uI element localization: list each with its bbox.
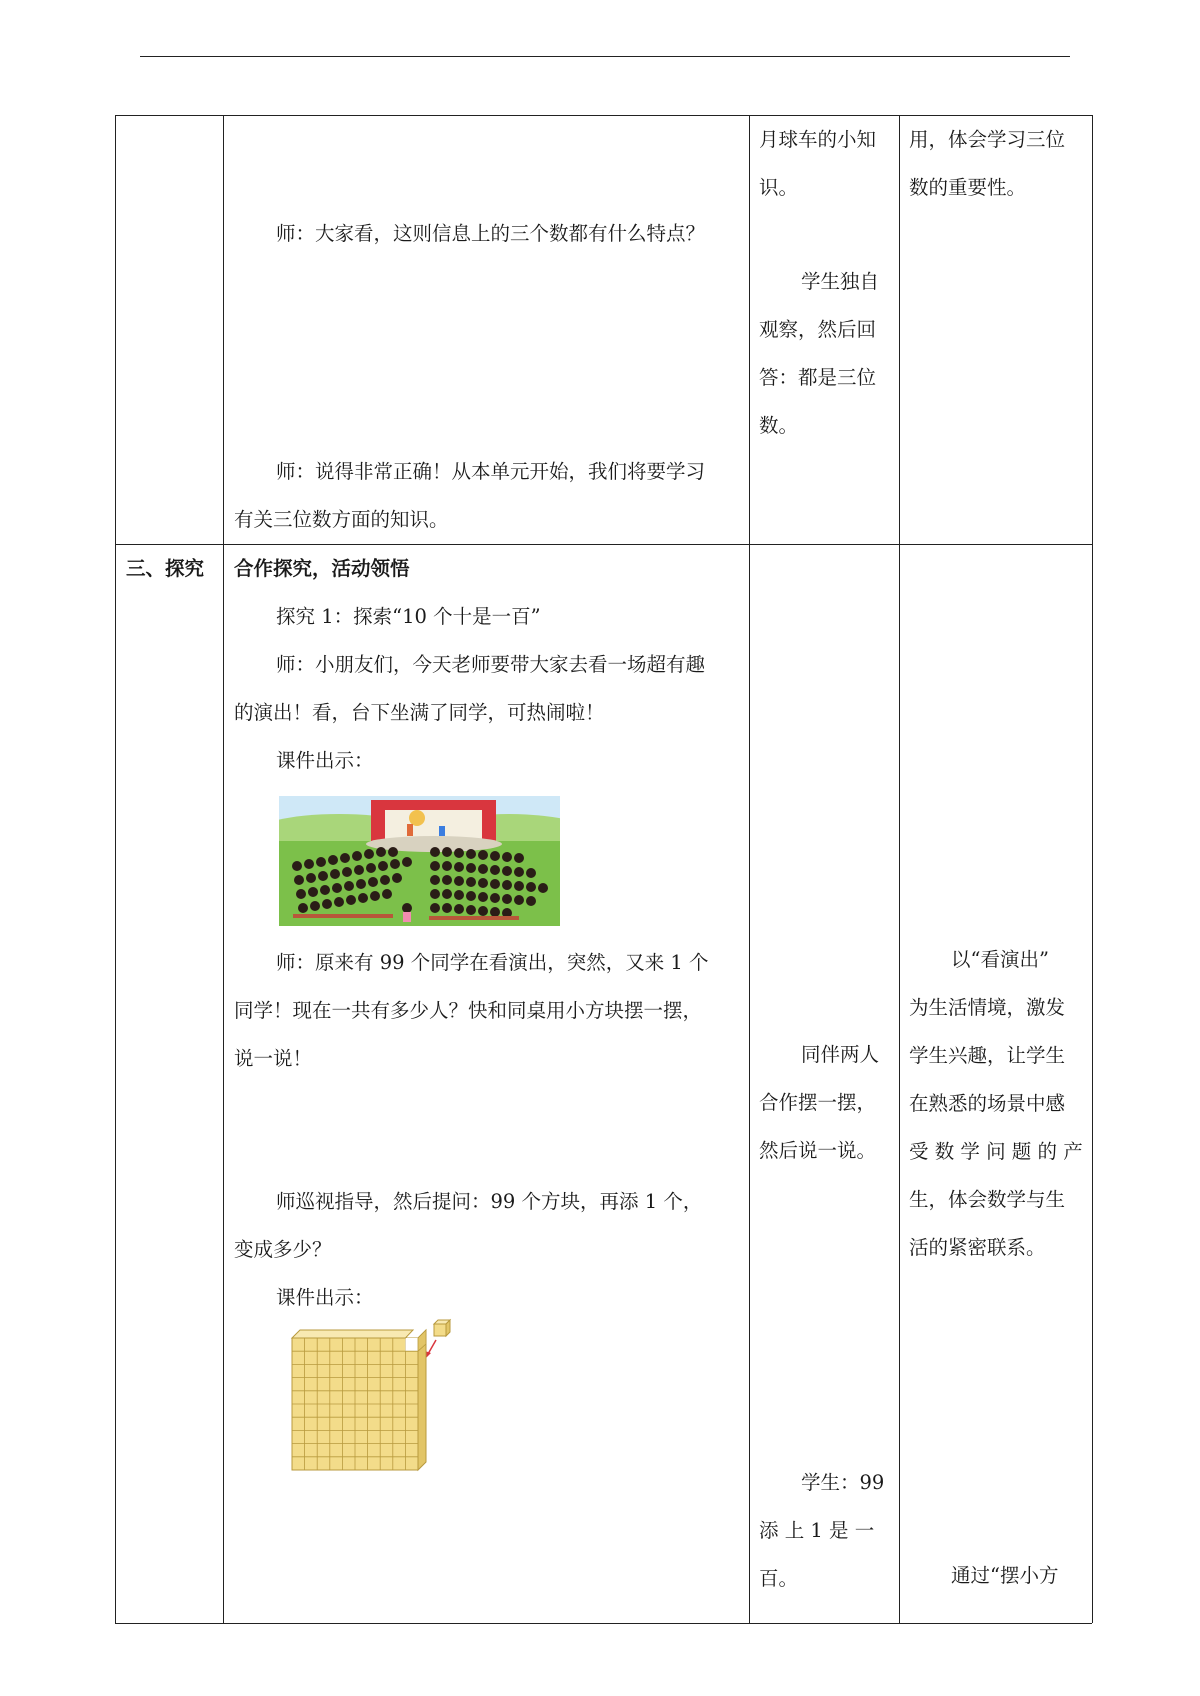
teacher-text: 探究 1：探索“10 个十是一百” [276,605,541,628]
teacher-text: 说一说！ [234,1047,313,1070]
stage-label: 三、探究 [126,557,205,580]
intent-text: 活的紧密联系。 [909,1236,1046,1259]
cube-block-illustration [286,1318,456,1476]
student-text: 月球车的小知 [759,128,877,151]
student-text: 学生独自 [801,270,880,293]
intent-text: 受 数 学 问 题 的 产 [909,1140,1083,1163]
table-column-divider [223,115,224,1623]
student-text: 答：都是三位 [759,366,877,389]
teacher-text: 有关三位数方面的知识。 [234,508,449,531]
section-heading: 合作探究，活动领悟 [234,557,410,580]
teacher-text: 师巡视指导，然后提问：99 个方块，再添 1 个， [276,1190,703,1213]
teacher-text: 同学！现在一共有多少人？快和同桌用小方块摆一摆， [234,999,703,1022]
teacher-text: 课件出示： [276,1286,374,1309]
intent-text: 为生活情境，激发 [909,996,1066,1019]
teacher-text: 的演出！看，台下坐满了同学，可热闹啦！ [234,701,605,724]
intent-text: 以“看演出” [951,948,1049,971]
student-text: 添 上 1 是 一 [759,1519,875,1542]
teacher-text: 师：小朋友们，今天老师要带大家去看一场超有趣 [276,653,706,676]
student-text: 观察，然后回 [759,318,877,341]
teacher-text: 师：说得非常正确！从本单元开始，我们将要学习 [276,460,706,483]
teacher-text: 变成多少？ [234,1238,332,1261]
table-border-right [1092,115,1093,1623]
student-text: 数。 [759,414,799,437]
table-border-left [115,115,116,1623]
table-column-divider [749,115,750,1623]
intent-text: 通过“摆小方 [951,1564,1059,1587]
student-text: 识。 [759,176,799,199]
table-column-divider [899,115,900,1623]
student-text: 学生：99 [801,1471,885,1494]
teacher-text: 课件出示： [276,749,374,772]
intent-text: 用，体会学习三位 [909,128,1066,151]
intent-text: 数的重要性。 [909,176,1027,199]
student-text: 然后说一说。 [759,1139,877,1162]
teacher-text: 师：大家看，这则信息上的三个数都有什么特点？ [276,222,706,245]
student-text: 百。 [759,1567,799,1590]
student-text: 合作摆一摆， [759,1091,877,1114]
header-rule [140,56,1070,57]
intent-text: 在熟悉的场景中感 [909,1092,1066,1115]
intent-text: 学生兴趣，让学生 [909,1044,1066,1067]
stage-show-illustration [279,796,560,926]
teacher-text: 师：原来有 99 个同学在看演出，突然，又来 1 个 [276,951,709,974]
student-text: 同伴两人 [801,1043,880,1066]
table-border-bottom [115,1623,1092,1624]
intent-text: 生，体会数学与生 [909,1188,1066,1211]
